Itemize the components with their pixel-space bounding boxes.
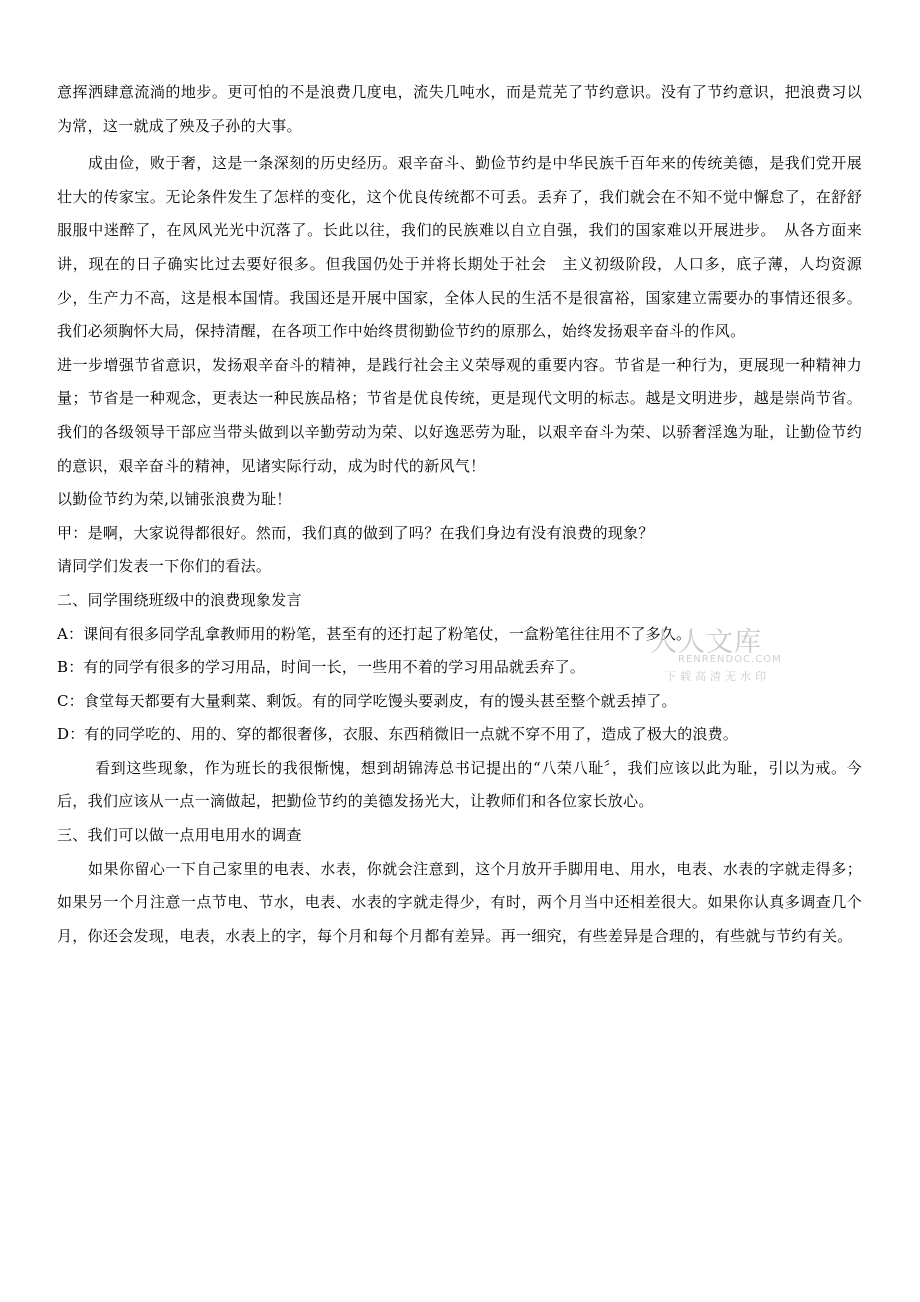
watermark-subtitle: 下载高清无水印 <box>665 670 770 683</box>
list-item-d: D：有的同学吃的、用的、穿的都很奢侈，衣服、东西稍微旧一点就不穿不用了，造成了极大的浪费。 <box>57 725 739 744</box>
watermark-domain: RENRENDOC.COM <box>678 654 782 665</box>
paragraph-frugality-history: 成由俭，败于奢，这是一条深刻的历史经历。艰辛奋斗、勤俭节约是中华民族千百年来的传统美德，是我们党开展壮大的传家宝。无论条件发生了怎样的变化，这个优良传统都不可丢。丢弃了，我们就会在不知不觉中懈怠了，在舒舒服服中迷醉了，在风风光光中沉落了。长此以往，我们的民族难以自立自强，我们的国家难以开展进步。 从各方面来讲，现在的日子确实比过去要好很多。但我国仍处于并将长期处于社会 主义初级阶段，人口多，底子薄，人均资源少，生产力不高，这是根本国情。我国还是开展中国家，全体人民的生活不是很富裕，国家建立需要办的事情还很多。我们必须胸怀大局，保持清醒，在各项工作中始终贯彻勤俭节约的原那么，始终发扬艰辛奋斗的作风。 <box>57 154 862 341</box>
watermark <box>620 620 790 692</box>
section-heading-3: 三、我们可以做一点用电用水的调查 <box>57 826 302 845</box>
section-heading-2: 二、同学围绕班级中的浪费现象发言 <box>57 590 302 609</box>
paragraph-waste-awareness: 意挥洒肆意流淌的地步。更可怕的不是浪费几度电，流失几吨水，而是荒芜了节约意识。没有了节约意识，把浪费习以为常，这一就成了殃及子孙的大事。 <box>57 83 862 135</box>
dialogue-jia: 甲：是啊，大家说得都很好。然而，我们真的做到了吗？在我们身边有没有浪费的现象？ <box>57 523 654 542</box>
list-item-c: C：食堂每天都要有大量剩菜、剩饭。有的同学吃馒头要剥皮，有的馒头甚至整个就丢掉了。 <box>57 691 677 710</box>
paragraph-meter-survey: 如果你留心一下自己家里的电表、水表，你就会注意到，这个月放开手脚用电、用水，电表、水表的字就走得多；如果另一个月注意一点节电、节水，电表、水表的字就走得少，有时，两个月当中还相差很大。如果你认真多调查几个月，你还会发现，电表，水表上的字，每个月和每个月都有差异。再一细究，有些差异是合理的，有些就与节约有关。 <box>57 859 862 945</box>
list-item-a: A：课间有很多同学乱拿教师用的粉笔，甚至有的还打起了粉笔仗，一盒粉笔往往用不了多久。 <box>57 624 692 643</box>
document-body <box>57 76 862 953</box>
watermark-title: 人人文库 <box>650 627 762 658</box>
list-item-b: B：有的同学有很多的学习用品，时间一长，一些用不着的学习用品就丢弃了。 <box>57 658 586 677</box>
invite-line: 请同学们发表一下你们的看法。 <box>57 557 272 576</box>
paragraph-saving-awareness: 进一步增强节省意识，发扬艰辛奋斗的精神，是践行社会主义荣辱观的重要内容。节省是一种行为，更展现一种精神力量；节省是一种观念，更表达一种民族品格；节省是优良传统，更是现代文明的标志。越是文明进步，越是崇尚节省。我们的各级领导干部应当带头做到以辛勤劳动为荣、以好逸恶劳为耻，以艰辛奋斗为荣、以骄奢淫逸为耻，让勤俭节约的意识，艰辛奋斗的精神，见诸实际行动，成为时代的新风气！ <box>57 355 862 475</box>
paragraph-monitor-reflection: 看到这些现象，作为班长的我很惭愧，想到胡锦涛总书记提出的“八荣八耻〞，我们应该以此为耻，引以为戒。今后，我们应该从一点一滴做起，把勤俭节约的美德发扬光大，让教师们和各位家长放心。 <box>57 758 862 811</box>
slogan-line: 以勤俭节约为荣,以铺张浪费为耻！ <box>57 490 292 509</box>
